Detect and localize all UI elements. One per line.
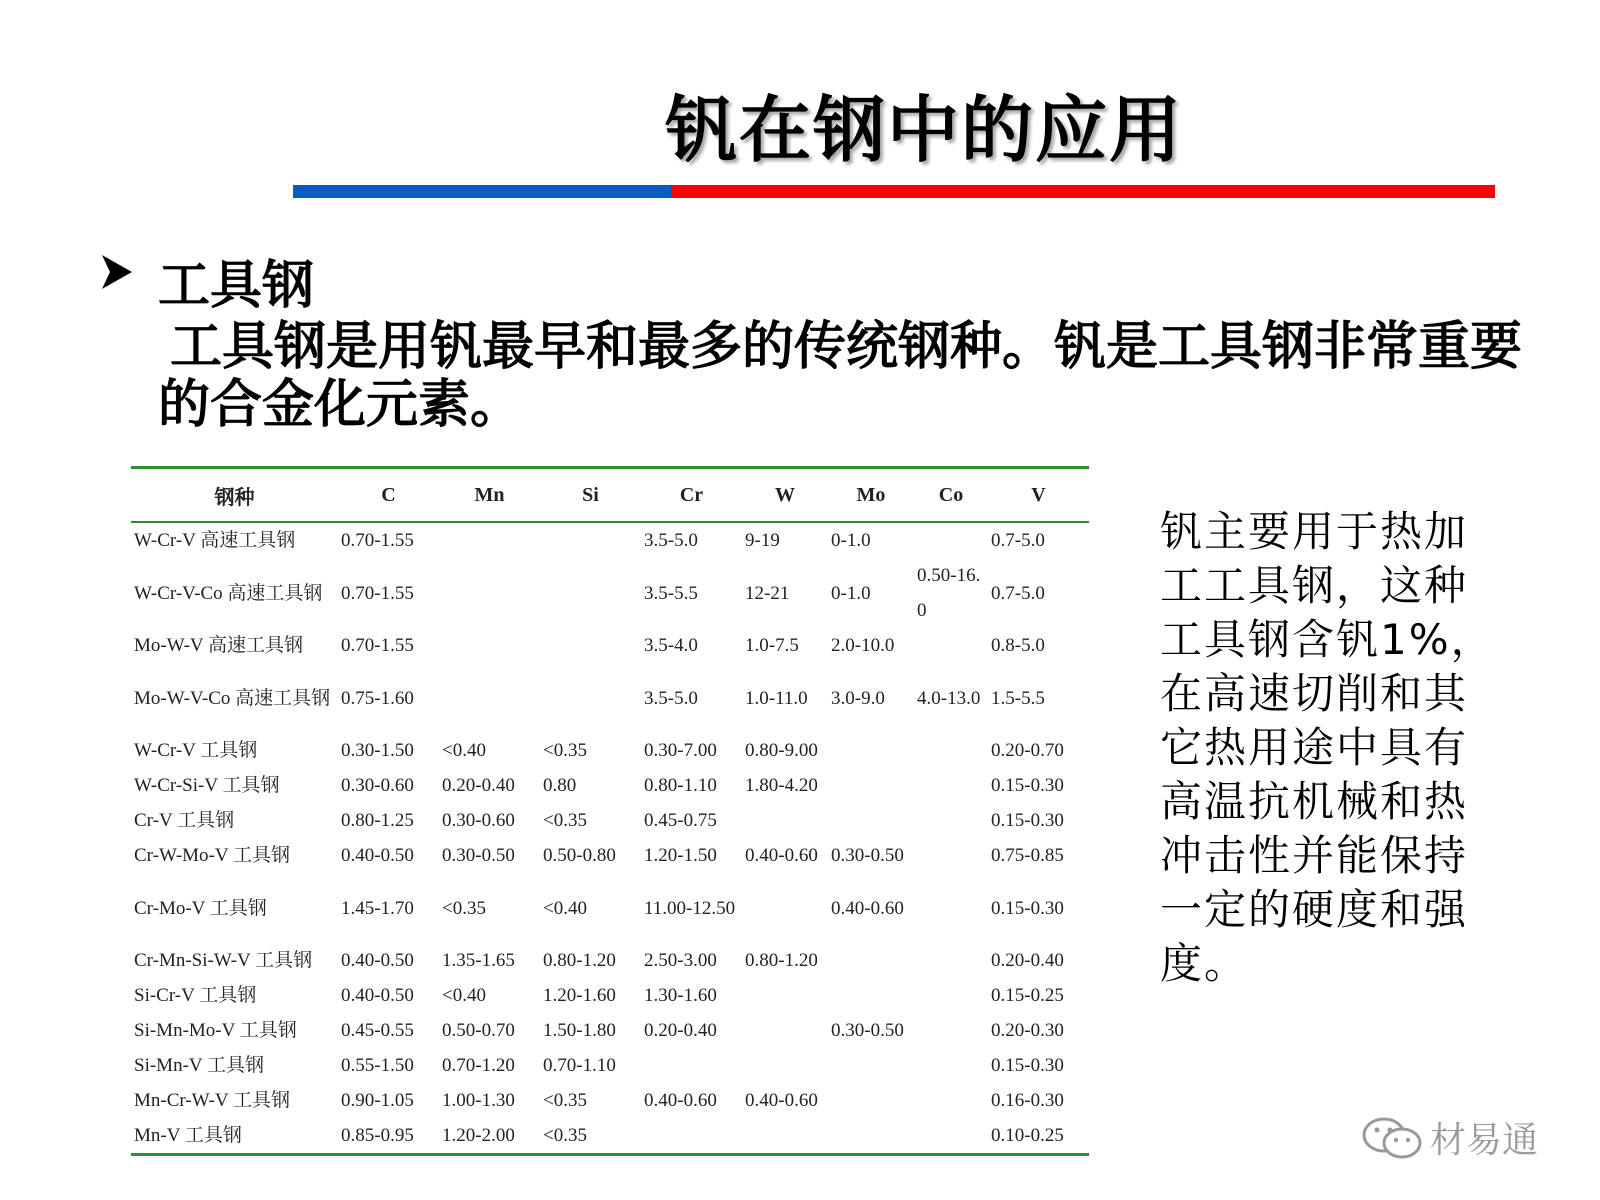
table-header-cell: Cr — [641, 468, 742, 523]
table-cell: 0.75-0.85 — [991, 845, 1064, 866]
table-cell: 0.20-0.40 — [644, 1020, 717, 1041]
table-cell: 0.8-5.0 — [991, 635, 1045, 656]
steel-grade-cell: Mn-Cr-W-V 工具钢 — [134, 1090, 291, 1111]
table-row — [131, 873, 1089, 943]
table-row — [131, 663, 1089, 733]
wechat-icon — [1360, 1115, 1424, 1161]
table-cell: 0.30-0.50 — [831, 1020, 904, 1041]
table-cell — [914, 873, 988, 943]
table-cell: 0.15-0.30 — [991, 775, 1064, 796]
watermark-text: 材易通 — [1430, 1120, 1539, 1161]
table-cell — [540, 628, 641, 663]
composition-table-container — [131, 466, 1089, 1156]
table-cell — [914, 733, 988, 768]
table-cell: 0.40-0.60 — [745, 1090, 818, 1111]
table-cell: 1.0-11.0 — [745, 687, 808, 709]
table-cell — [914, 1118, 988, 1155]
table-cell: 0.30-0.50 — [831, 845, 904, 866]
table-cell: 1.35-1.65 — [442, 950, 515, 971]
table-cell — [828, 803, 914, 838]
table-cell: 4.0-13.0 — [917, 687, 981, 709]
steel-grade-cell: Cr-V 工具钢 — [134, 810, 235, 831]
table-row — [131, 1118, 1089, 1155]
side-description: 钒主要用于热加工工具钢，这种工具钢含钒1%，在高速切削和其它热用途中具有高温抗机械和热冲击性并能保持一定的硬度和强度。 — [1160, 507, 1495, 988]
table-cell: 0.15-0.30 — [991, 810, 1064, 831]
table-cell — [914, 768, 988, 803]
table-cell — [828, 1118, 914, 1155]
table-cell: 3.0-9.0 — [831, 687, 885, 709]
table-row — [131, 978, 1089, 1013]
table-cell — [641, 1048, 742, 1083]
table-cell: 0.80-1.25 — [341, 810, 414, 831]
table-cell: 0.80-1.10 — [644, 775, 717, 796]
table-cell: 0.80 — [543, 775, 577, 796]
table-cell: 9-19 — [745, 530, 780, 551]
table-cell — [540, 663, 641, 733]
table-cell: <0.40 — [442, 985, 486, 1006]
table-cell: 11.00-12.50 — [644, 897, 736, 919]
table-cell: 0.40-0.60 — [745, 845, 818, 866]
table-cell: 3.5-4.0 — [644, 635, 698, 656]
table-cell: 0.45-0.75 — [644, 810, 717, 831]
table-cell — [540, 522, 641, 558]
table-cell: 0.30-1.50 — [341, 740, 414, 761]
table-cell — [914, 943, 988, 978]
table-cell: 0.15-0.30 — [991, 897, 1064, 919]
table-cell: 0.20-0.70 — [991, 740, 1064, 761]
table-cell: 0.40-0.50 — [341, 985, 414, 1006]
table-cell: 0.30-0.60 — [442, 810, 515, 831]
table-cell: 0.40-0.60 — [644, 1090, 717, 1111]
table-row — [131, 943, 1089, 978]
table-header-row — [131, 468, 1089, 523]
bullet-heading: 工具钢 — [158, 256, 315, 316]
table-cell — [914, 978, 988, 1013]
table-cell — [914, 1013, 988, 1048]
steel-grade-cell: Si-Mn-V 工具钢 — [134, 1055, 265, 1076]
table-cell: 1.00-1.30 — [442, 1090, 515, 1111]
table-cell — [742, 1048, 828, 1083]
table-header-cell: Si — [540, 468, 641, 523]
table-row — [131, 1083, 1089, 1118]
table-cell — [641, 1118, 742, 1155]
slide-title: 钒在钢中的应用 — [665, 88, 1184, 172]
table-cell — [914, 803, 988, 838]
table-cell: 0.30-7.00 — [644, 740, 717, 761]
table-cell: 1.20-1.60 — [543, 985, 616, 1006]
steel-grade-cell: Cr-Mo-V 工具钢 — [134, 897, 267, 919]
table-cell — [540, 558, 641, 628]
table-cell: 0-1.0 — [831, 530, 871, 551]
table-cell: 0.7-5.0 — [991, 530, 1045, 551]
table-cell — [828, 1048, 914, 1083]
table-cell: 3.5-5.0 — [644, 530, 698, 551]
table-cell — [828, 1083, 914, 1118]
table-cell: 0.20-0.40 — [442, 775, 515, 796]
steel-grade-cell: Cr-Mn-Si-W-V 工具钢 — [134, 950, 313, 971]
table-row — [131, 838, 1089, 873]
table-row — [131, 803, 1089, 838]
table-cell: 0.20-0.40 — [991, 950, 1064, 971]
table-cell: 0.50-0.70 — [442, 1020, 515, 1041]
steel-grade-cell: W-Cr-V 工具钢 — [134, 740, 258, 761]
table-cell: 0.70-1.55 — [341, 635, 414, 656]
title-underline-blue — [293, 185, 671, 198]
table-cell — [914, 522, 988, 558]
table-cell: 0.70-1.55 — [341, 582, 414, 604]
title-underline-red — [671, 185, 1495, 198]
table-row — [131, 1013, 1089, 1048]
table-cell — [828, 943, 914, 978]
table-cell: 3.5-5.5 — [644, 582, 698, 604]
table-header-cell: Mn — [439, 468, 540, 523]
table-cell — [439, 628, 540, 663]
table-header-cell: V — [988, 468, 1089, 523]
table-header-cell: C — [338, 468, 439, 523]
table-cell — [439, 663, 540, 733]
table-cell: 0.15-0.30 — [991, 1055, 1064, 1076]
table-cell: 0.20-0.30 — [991, 1020, 1064, 1041]
table-cell — [742, 978, 828, 1013]
table-cell: 1.20-1.50 — [644, 845, 717, 866]
table-cell: 0.80-9.00 — [745, 740, 818, 761]
table-cell — [914, 838, 988, 873]
table-header-cell: Mo — [828, 468, 914, 523]
table-cell: 0.10-0.25 — [991, 1125, 1064, 1146]
table-cell: <0.35 — [543, 1090, 587, 1111]
table-header-cell: Co — [914, 468, 988, 523]
table-cell: 0.45-0.55 — [341, 1020, 414, 1041]
table-cell — [914, 1083, 988, 1118]
steel-grade-cell: Si-Cr-V 工具钢 — [134, 985, 257, 1006]
table-cell: 1.20-2.00 — [442, 1125, 515, 1146]
table-cell: 0.40-0.50 — [341, 950, 414, 971]
table-cell: 1.80-4.20 — [745, 775, 818, 796]
table-cell: 1.45-1.70 — [341, 897, 414, 919]
table-cell: <0.35 — [543, 1125, 587, 1146]
steel-grade-cell: Mn-V 工具钢 — [134, 1125, 242, 1146]
table-cell — [742, 803, 828, 838]
table-cell: 0.80-1.20 — [543, 950, 616, 971]
table-cell: 0.90-1.05 — [341, 1090, 414, 1111]
table-cell: 1.30-1.60 — [644, 985, 717, 1006]
table-row — [131, 522, 1089, 558]
table-cell — [439, 558, 540, 628]
table-cell: <0.40 — [442, 740, 486, 761]
table-cell: 0.15-0.25 — [991, 985, 1064, 1006]
table-cell: 0.50-0.80 — [543, 845, 616, 866]
steel-grade-cell: W-Cr-V-Co 高速工具钢 — [134, 582, 323, 604]
table-cell: 0.70-1.55 — [341, 530, 414, 551]
steel-grade-cell: Cr-W-Mo-V 工具钢 — [134, 845, 291, 866]
table-cell: <0.35 — [543, 810, 587, 831]
table-row — [131, 768, 1089, 803]
table-cell: 1.0-7.5 — [745, 635, 799, 656]
watermark — [1360, 1112, 1538, 1163]
table-cell: 12-21 — [745, 582, 790, 604]
steel-grade-cell: W-Cr-Si-V 工具钢 — [134, 775, 280, 796]
table-cell — [828, 978, 914, 1013]
table-cell: <0.35 — [442, 897, 486, 919]
table-cell — [914, 628, 988, 663]
bullet-paragraph: 工具钢是用钒最早和最多的传统钢种。钒是工具钢非常重要的合金化元素。 — [158, 317, 1523, 435]
table-cell: 0.80-1.20 — [745, 950, 818, 971]
table-row — [131, 558, 1089, 628]
table-cell: 0-1.0 — [831, 582, 871, 604]
table-cell — [828, 768, 914, 803]
steel-grade-cell: Mo-W-V-Co 高速工具钢 — [134, 687, 331, 709]
table-cell: 1.5-5.5 — [991, 687, 1045, 709]
steel-grade-cell: Mo-W-V 高速工具钢 — [134, 635, 304, 656]
table-cell — [742, 1013, 828, 1048]
table-cell: 3.5-5.0 — [644, 687, 698, 709]
table-row — [131, 733, 1089, 768]
table-cell: 0.40-0.50 — [341, 845, 414, 866]
table-cell — [914, 1048, 988, 1083]
table-row — [131, 628, 1089, 663]
table-header-cell: W — [742, 468, 828, 523]
steel-grade-cell: W-Cr-V 高速工具钢 — [134, 530, 296, 551]
table-cell: 2.0-10.0 — [831, 635, 895, 656]
table-cell: <0.40 — [543, 897, 587, 919]
table-row — [131, 1048, 1089, 1083]
table-cell — [742, 1118, 828, 1155]
table-cell: 2.50-3.00 — [644, 950, 717, 971]
table-cell — [742, 873, 828, 943]
table-cell: 1.50-1.80 — [543, 1020, 616, 1041]
table-cell: 0.55-1.50 — [341, 1055, 414, 1076]
table-cell: 0.50-16.0 — [917, 565, 981, 621]
table-cell: 0.30-0.50 — [442, 845, 515, 866]
table-cell — [828, 733, 914, 768]
steel-grade-cell: Si-Mn-Mo-V 工具钢 — [134, 1020, 297, 1041]
composition-table — [131, 466, 1089, 1156]
table-header-cell: 钢种 — [131, 468, 338, 523]
table-cell: <0.35 — [543, 740, 587, 761]
table-cell: 0.7-5.0 — [991, 582, 1045, 604]
table-cell: 0.70-1.20 — [442, 1055, 515, 1076]
table-body — [131, 522, 1089, 1155]
table-cell: 0.70-1.10 — [543, 1055, 616, 1076]
table-cell: 0.40-0.60 — [831, 897, 904, 919]
table-cell — [439, 522, 540, 558]
table-cell: 0.30-0.60 — [341, 775, 414, 796]
table-cell: 0.16-0.30 — [991, 1090, 1064, 1111]
table-cell: 0.75-1.60 — [341, 687, 414, 709]
table-cell: 0.85-0.95 — [341, 1125, 414, 1146]
